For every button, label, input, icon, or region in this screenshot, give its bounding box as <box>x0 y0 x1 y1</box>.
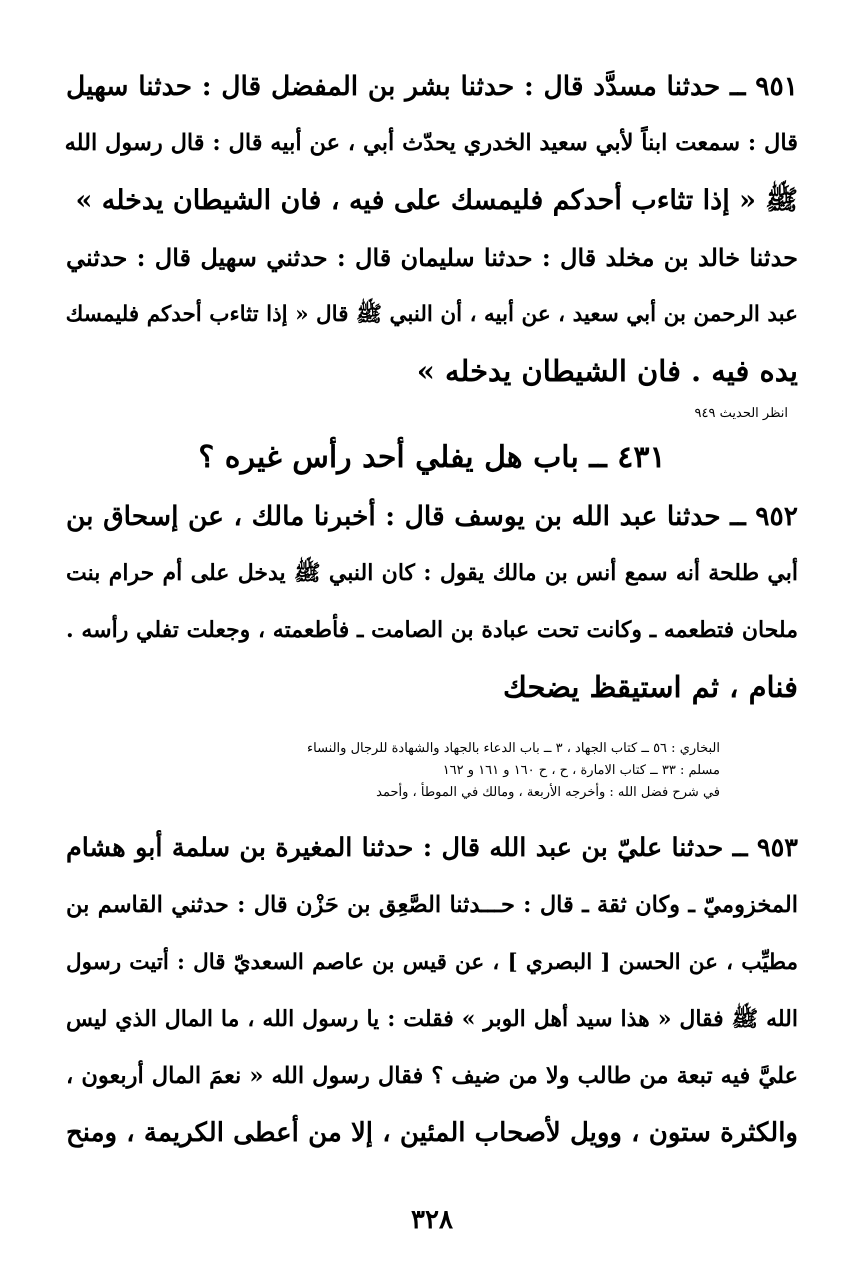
text-line: قال : سمعت ابناً لأبي سعيد الخدري يحدّث أبي ، عن أبيه قال : قال رسول الله <box>64 130 798 156</box>
hadith-952 <box>66 488 798 716</box>
source-line: مسلم : ٣٣ ــ كتاب الامارة ، ح ، ح ١٦٠ و ١٦١ و ١٦٢ <box>442 763 720 778</box>
hadith-953 <box>66 820 798 1162</box>
text-line: ﷺ « إذا تثاءب أحدكم فليمسك على فيه ، فان الشيطان يدخله » <box>75 185 798 216</box>
text-line: عليَّ فيه تبعة من طالب ولا من ضيف ؟ فقال رسول الله « نعمَ المال أربعون ، <box>66 1063 798 1089</box>
text-line: عبد الرحمن بن أبي سعيد ، عن أبيه ، أن النبي ﷺ قال « إذا تثاءب أحدكم فليمسك <box>65 302 798 327</box>
text-line: ملحان فتطعمه ـ وكانت تحت عبادة بن الصامت ـ فأطعمته ، وجعلت تفلي رأسه . <box>66 617 798 643</box>
text-line: ٩٥٣ ــ حدثنا عليّ بن عبد الله قال : حدثنا المغيرة بن سلمة أبو هشام <box>66 833 798 863</box>
text-line: فنام ، ثم استيقظ يضحك <box>503 670 798 704</box>
cross-reference: انظر الحديث ٩٤٩ <box>694 406 788 421</box>
page-number: ٣٢٨ <box>411 1205 453 1235</box>
text-line: الله ﷺ فقال « هذا سيد أهل الوبر » فقلت : يا رسول الله ، ما المال الذي ليس <box>66 1006 798 1032</box>
text-line: أبي طلحة أنه سمع أنس بن مالك يقول : كان النبي ﷺ يدخل على أم حرام بنت <box>66 560 798 586</box>
hadith-951 <box>66 58 798 229</box>
text-line: مطيِّب ، عن الحسن [ البصري ] ، عن قيس بن عاصم السعديّ قال : أتيت رسول <box>66 950 798 975</box>
source-line: البخاري : ٥٦ ــ كتاب الجهاد ، ٣ ــ باب الدعاء بالجهاد والشهادة للرجال والنساء <box>307 741 720 756</box>
text-line: حدثنا خالد بن مخلد قال : حدثنا سليمان قال : حدثني سهيل قال : حدثني <box>66 243 798 272</box>
text-line: والكثرة ستون ، وويل لأصحاب المئين ، إلا من أعطى الكريمة ، ومنح <box>66 1118 798 1148</box>
source-references <box>66 738 798 804</box>
source-line: في شرح فضل الله : وأخرجه الأربعة ، ومالك في الموطأ ، وأحمد <box>376 785 720 800</box>
text-line: يده فيه . فان الشيطان يدخله » <box>416 354 798 388</box>
text-line: ٩٥١ ــ حدثنا مسدَّد قال : حدثنا بشر بن المفضل قال : حدثنا سهيل <box>66 71 798 102</box>
text-line: المخزوميّ ـ وكان ثقة ـ قال : حـــدثنا الصَّعِق بن حَزْن قال : حدثني القاسم بن <box>66 892 798 918</box>
chapter-heading: ٤٣١ ــ باب هل يفلي أحد رأس غيره ؟ <box>198 440 666 475</box>
hadith-951-second-chain <box>66 229 798 400</box>
text-line: ٩٥٢ ــ حدثنا عبد الله بن يوسف قال : أخبرنا مالك ، عن إسحاق بن <box>66 501 798 532</box>
